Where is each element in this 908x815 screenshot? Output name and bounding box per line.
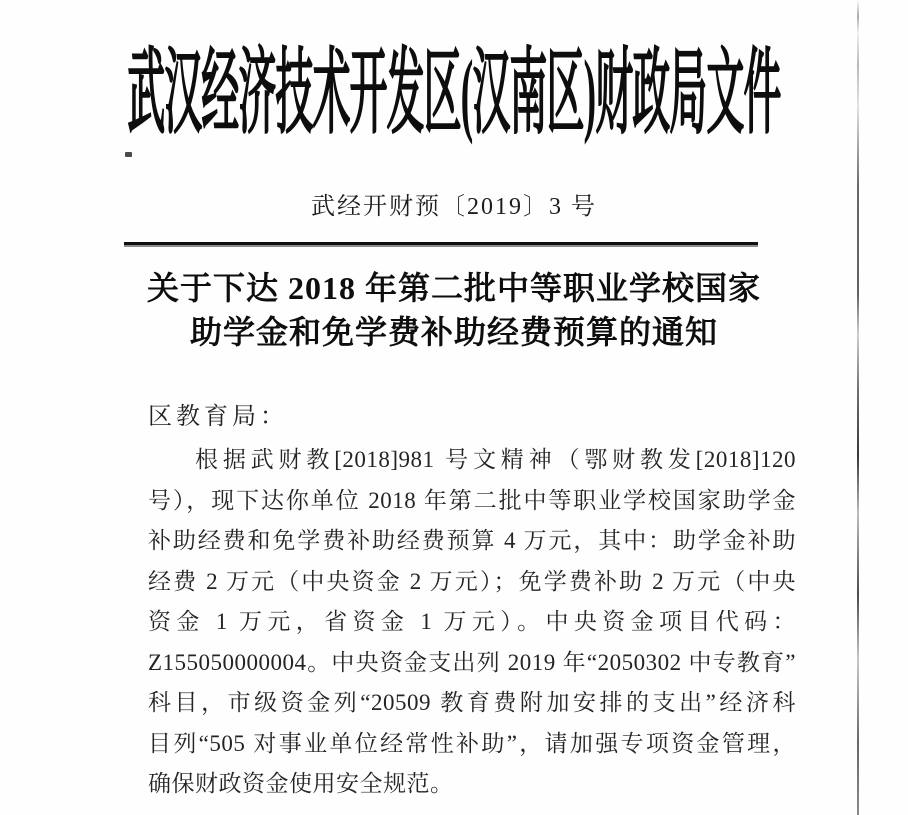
body-line: 补助经费和免学费补助经费预算 4 万元，其中：助学金补助: [148, 528, 796, 553]
body-line: 号），现下达你单位 2018 年第二批中等职业学校国家助学金: [148, 487, 796, 513]
body-line: 科目，市级资金列“20509 教育费附加安排的支出”经济科: [148, 690, 796, 715]
header-divider-line: [124, 242, 758, 245]
body-line: Z155050000004。中央资金支出列 2019 年“2050302 中专教育”: [148, 649, 796, 675]
body-line: 目列“505 对事业单位经常性补助”，请加强专项资金管理，: [148, 730, 796, 756]
document-header: [0, 39, 908, 146]
scan-speck-artifact: [125, 152, 132, 157]
document-title: [0, 266, 908, 354]
scan-edge-artifact: [857, 0, 859, 815]
body-line: 确保财政资金使用安全规范。: [148, 771, 454, 796]
document-number: 武经开财预〔2019〕3 号: [311, 194, 597, 220]
document-title-line-1: 关于下达 2018 年第二批中等职业学校国家: [146, 270, 761, 306]
body-line: 经费 2 万元（中央资金 2 万元）；免学费补助 2 万元（中央: [148, 568, 796, 594]
issuing-authority-title: 武汉经济技术开发区(汉南区)财政局文件: [127, 39, 781, 146]
body-line: 根据武财教[2018]981 号文精神（鄂财教发[2018]120: [195, 447, 796, 472]
document-body: [148, 440, 796, 805]
body-line: 资金 1 万元，省资金 1 万元）。中央资金项目代码：: [148, 609, 796, 634]
document-title-line-2: 助学金和免学费补助经费预算的通知: [189, 314, 718, 350]
recipient-salutation: 区教育局：: [148, 404, 288, 430]
